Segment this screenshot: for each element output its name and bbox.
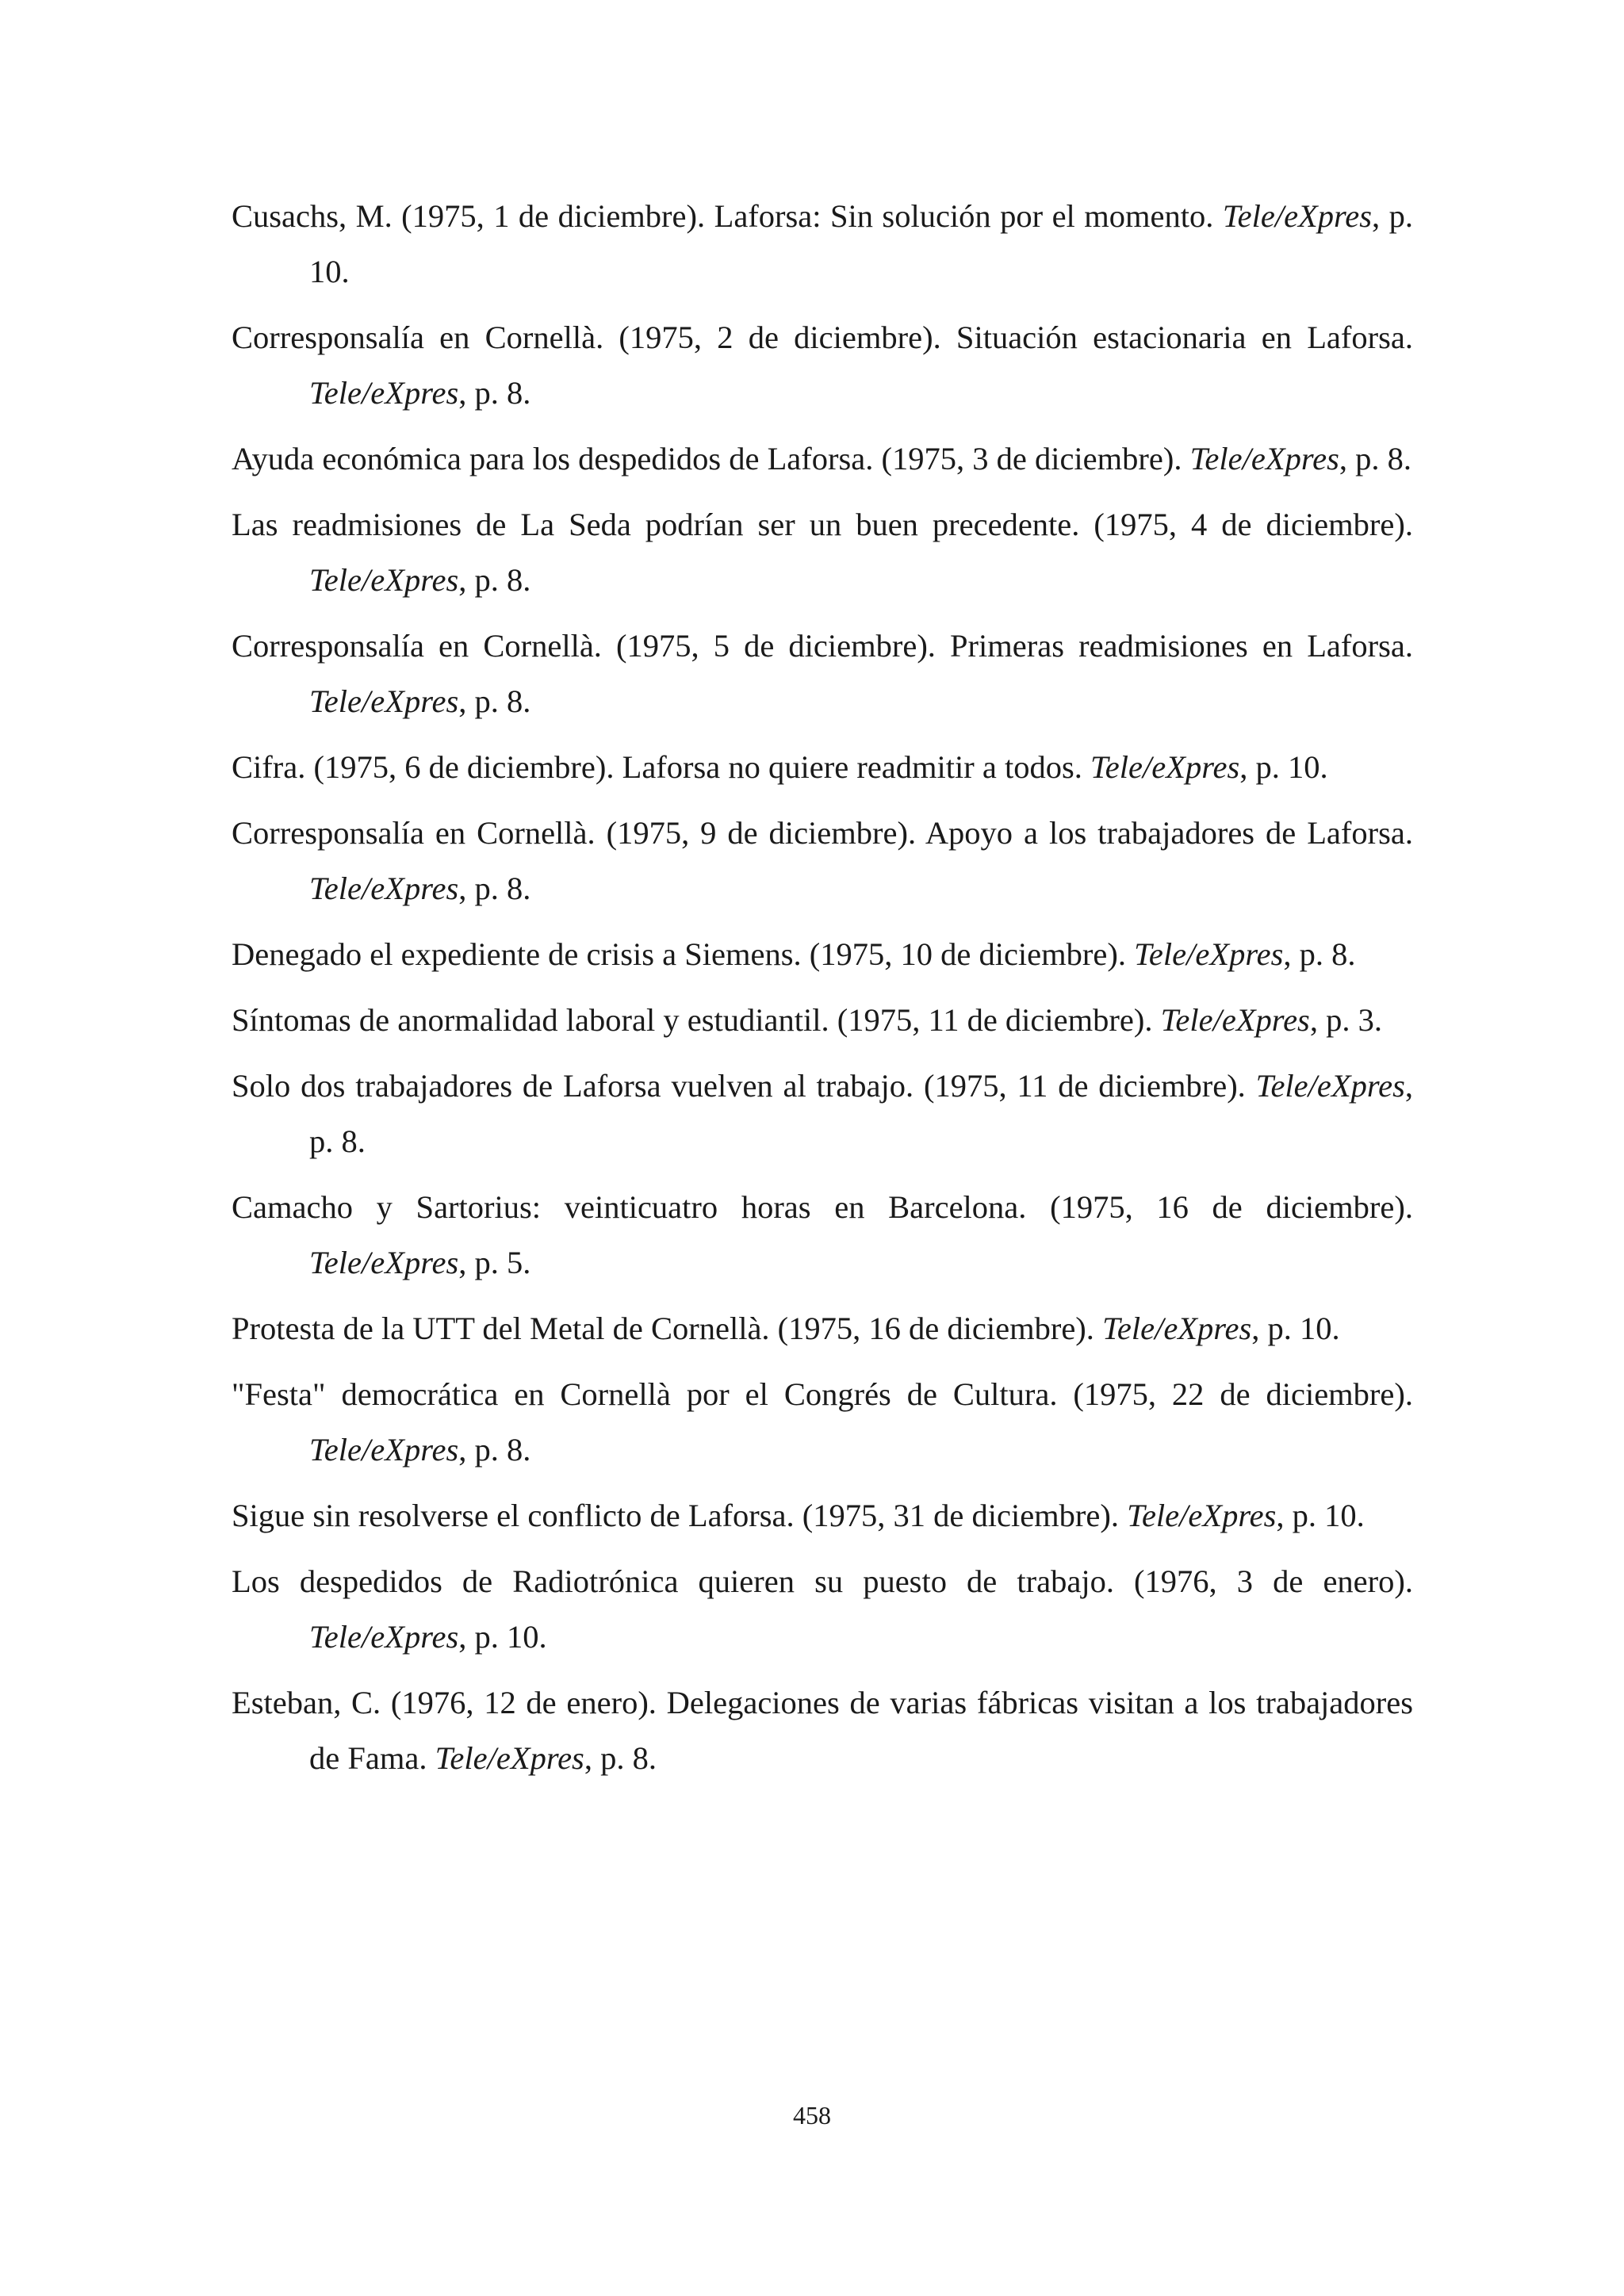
reference-source: Tele/eXpres	[309, 562, 459, 598]
reference-page: , p. 10.	[1239, 749, 1328, 785]
reference-source: Tele/eXpres	[309, 683, 459, 719]
reference-source: Tele/eXpres	[309, 375, 459, 411]
reference-text: Denegado el expediente de crisis a Siemens. (1975, 10 de diciembre).	[232, 936, 1135, 972]
reference-text: Corresponsalía en Cornellà. (1975, 2 de diciembre). Situación estacionaria en Laforsa.	[232, 320, 1413, 355]
reference-entry	[232, 1301, 1413, 1357]
reference-entry	[232, 1488, 1413, 1544]
reference-text: Las readmisiones de La Seda podrían ser un buen precedente. (1975, 4 de diciembre).	[232, 507, 1413, 542]
reference-source: Tele/eXpres	[309, 1432, 459, 1468]
reference-page: , p. 8.	[458, 562, 531, 598]
reference-text: Solo dos trabajadores de Laforsa vuelven al trabajo. (1975, 11 de diciembre).	[232, 1068, 1256, 1104]
reference-entry	[232, 618, 1413, 729]
reference-source: Tele/eXpres	[1090, 749, 1240, 785]
reference-text: Protesta de la UTT del Metal de Cornellà. (1975, 16 de diciembre).	[232, 1311, 1103, 1346]
reference-entry	[232, 1367, 1413, 1478]
reference-page: , p. 8.	[458, 683, 531, 719]
reference-entry	[232, 310, 1413, 421]
reference-text: Ayuda económica para los despedidos de Laforsa. (1975, 3 de diciembre).	[232, 441, 1190, 476]
reference-text: Síntomas de anormalidad laboral y estudiantil. (1975, 11 de diciembre).	[232, 1002, 1161, 1038]
reference-source: Tele/eXpres	[1127, 1498, 1277, 1533]
reference-source: Tele/eXpres	[1189, 441, 1339, 476]
reference-source: Tele/eXpres	[435, 1740, 584, 1776]
reference-text: Corresponsalía en Cornellà. (1975, 5 de diciembre). Primeras readmisiones en Laforsa.	[232, 628, 1413, 664]
reference-text: Esteban, C. (1976, 12 de enero). Delegaciones de varias fábricas visitan a los trabajadores de Fama.	[232, 1685, 1413, 1776]
reference-page: , p. 8.	[309, 1068, 1413, 1159]
page-number: 458	[793, 2101, 831, 2130]
reference-page: , p. 8.	[1339, 441, 1411, 476]
reference-text: Camacho y Sartorius: veinticuatro horas en Barcelona. (1975, 16 de diciembre).	[232, 1189, 1413, 1225]
reference-page: , p. 10.	[1276, 1498, 1365, 1533]
reference-entry	[232, 927, 1413, 982]
reference-text: Cifra. (1975, 6 de diciembre). Laforsa no quiere readmitir a todos.	[232, 749, 1090, 785]
reference-text: Sigue sin resolverse el conflicto de Laforsa. (1975, 31 de diciembre).	[232, 1498, 1128, 1533]
reference-source: Tele/eXpres	[1102, 1311, 1252, 1346]
reference-page: , p. 8.	[458, 375, 531, 411]
reference-entry	[232, 806, 1413, 916]
reference-entry	[232, 431, 1413, 487]
reference-source: Tele/eXpres	[309, 1245, 459, 1280]
reference-page: , p. 5.	[458, 1245, 531, 1280]
reference-entry	[232, 189, 1413, 300]
reference-list	[232, 189, 1413, 1797]
reference-text: "Festa" democrática en Cornellà por el Congrés de Cultura. (1975, 22 de diciembre).	[232, 1376, 1413, 1412]
reference-entry	[232, 993, 1413, 1048]
reference-entry	[232, 497, 1413, 608]
reference-page: , p. 10.	[309, 198, 1413, 289]
reference-entry	[232, 1058, 1413, 1169]
reference-text: Cusachs, M. (1975, 1 de diciembre). Laforsa: Sin solución por el momento.	[232, 198, 1223, 234]
reference-page: , p. 8.	[584, 1740, 657, 1776]
reference-page: , p. 8.	[458, 871, 531, 906]
reference-text: Corresponsalía en Cornellà. (1975, 9 de diciembre). Apoyo a los trabajadores de Laforsa.	[232, 815, 1413, 851]
reference-page: , p. 10.	[458, 1619, 547, 1655]
reference-source: Tele/eXpres	[1222, 198, 1373, 234]
reference-source: Tele/eXpres	[309, 871, 459, 906]
reference-entry	[232, 1554, 1413, 1665]
reference-page: , p. 8.	[1283, 936, 1356, 972]
reference-source: Tele/eXpres	[309, 1619, 459, 1655]
reference-source: Tele/eXpres	[1160, 1002, 1310, 1038]
reference-page: , p. 3.	[1309, 1002, 1382, 1038]
reference-entry	[232, 1180, 1413, 1291]
reference-source: Tele/eXpres	[1134, 936, 1284, 972]
reference-entry	[232, 1675, 1413, 1786]
reference-source: Tele/eXpres	[1255, 1068, 1405, 1104]
reference-entry	[232, 740, 1413, 795]
reference-page: , p. 8.	[458, 1432, 531, 1468]
reference-text: Los despedidos de Radiotrónica quieren su puesto de trabajo. (1976, 3 de enero).	[232, 1563, 1413, 1599]
reference-page: , p. 10.	[1251, 1311, 1340, 1346]
